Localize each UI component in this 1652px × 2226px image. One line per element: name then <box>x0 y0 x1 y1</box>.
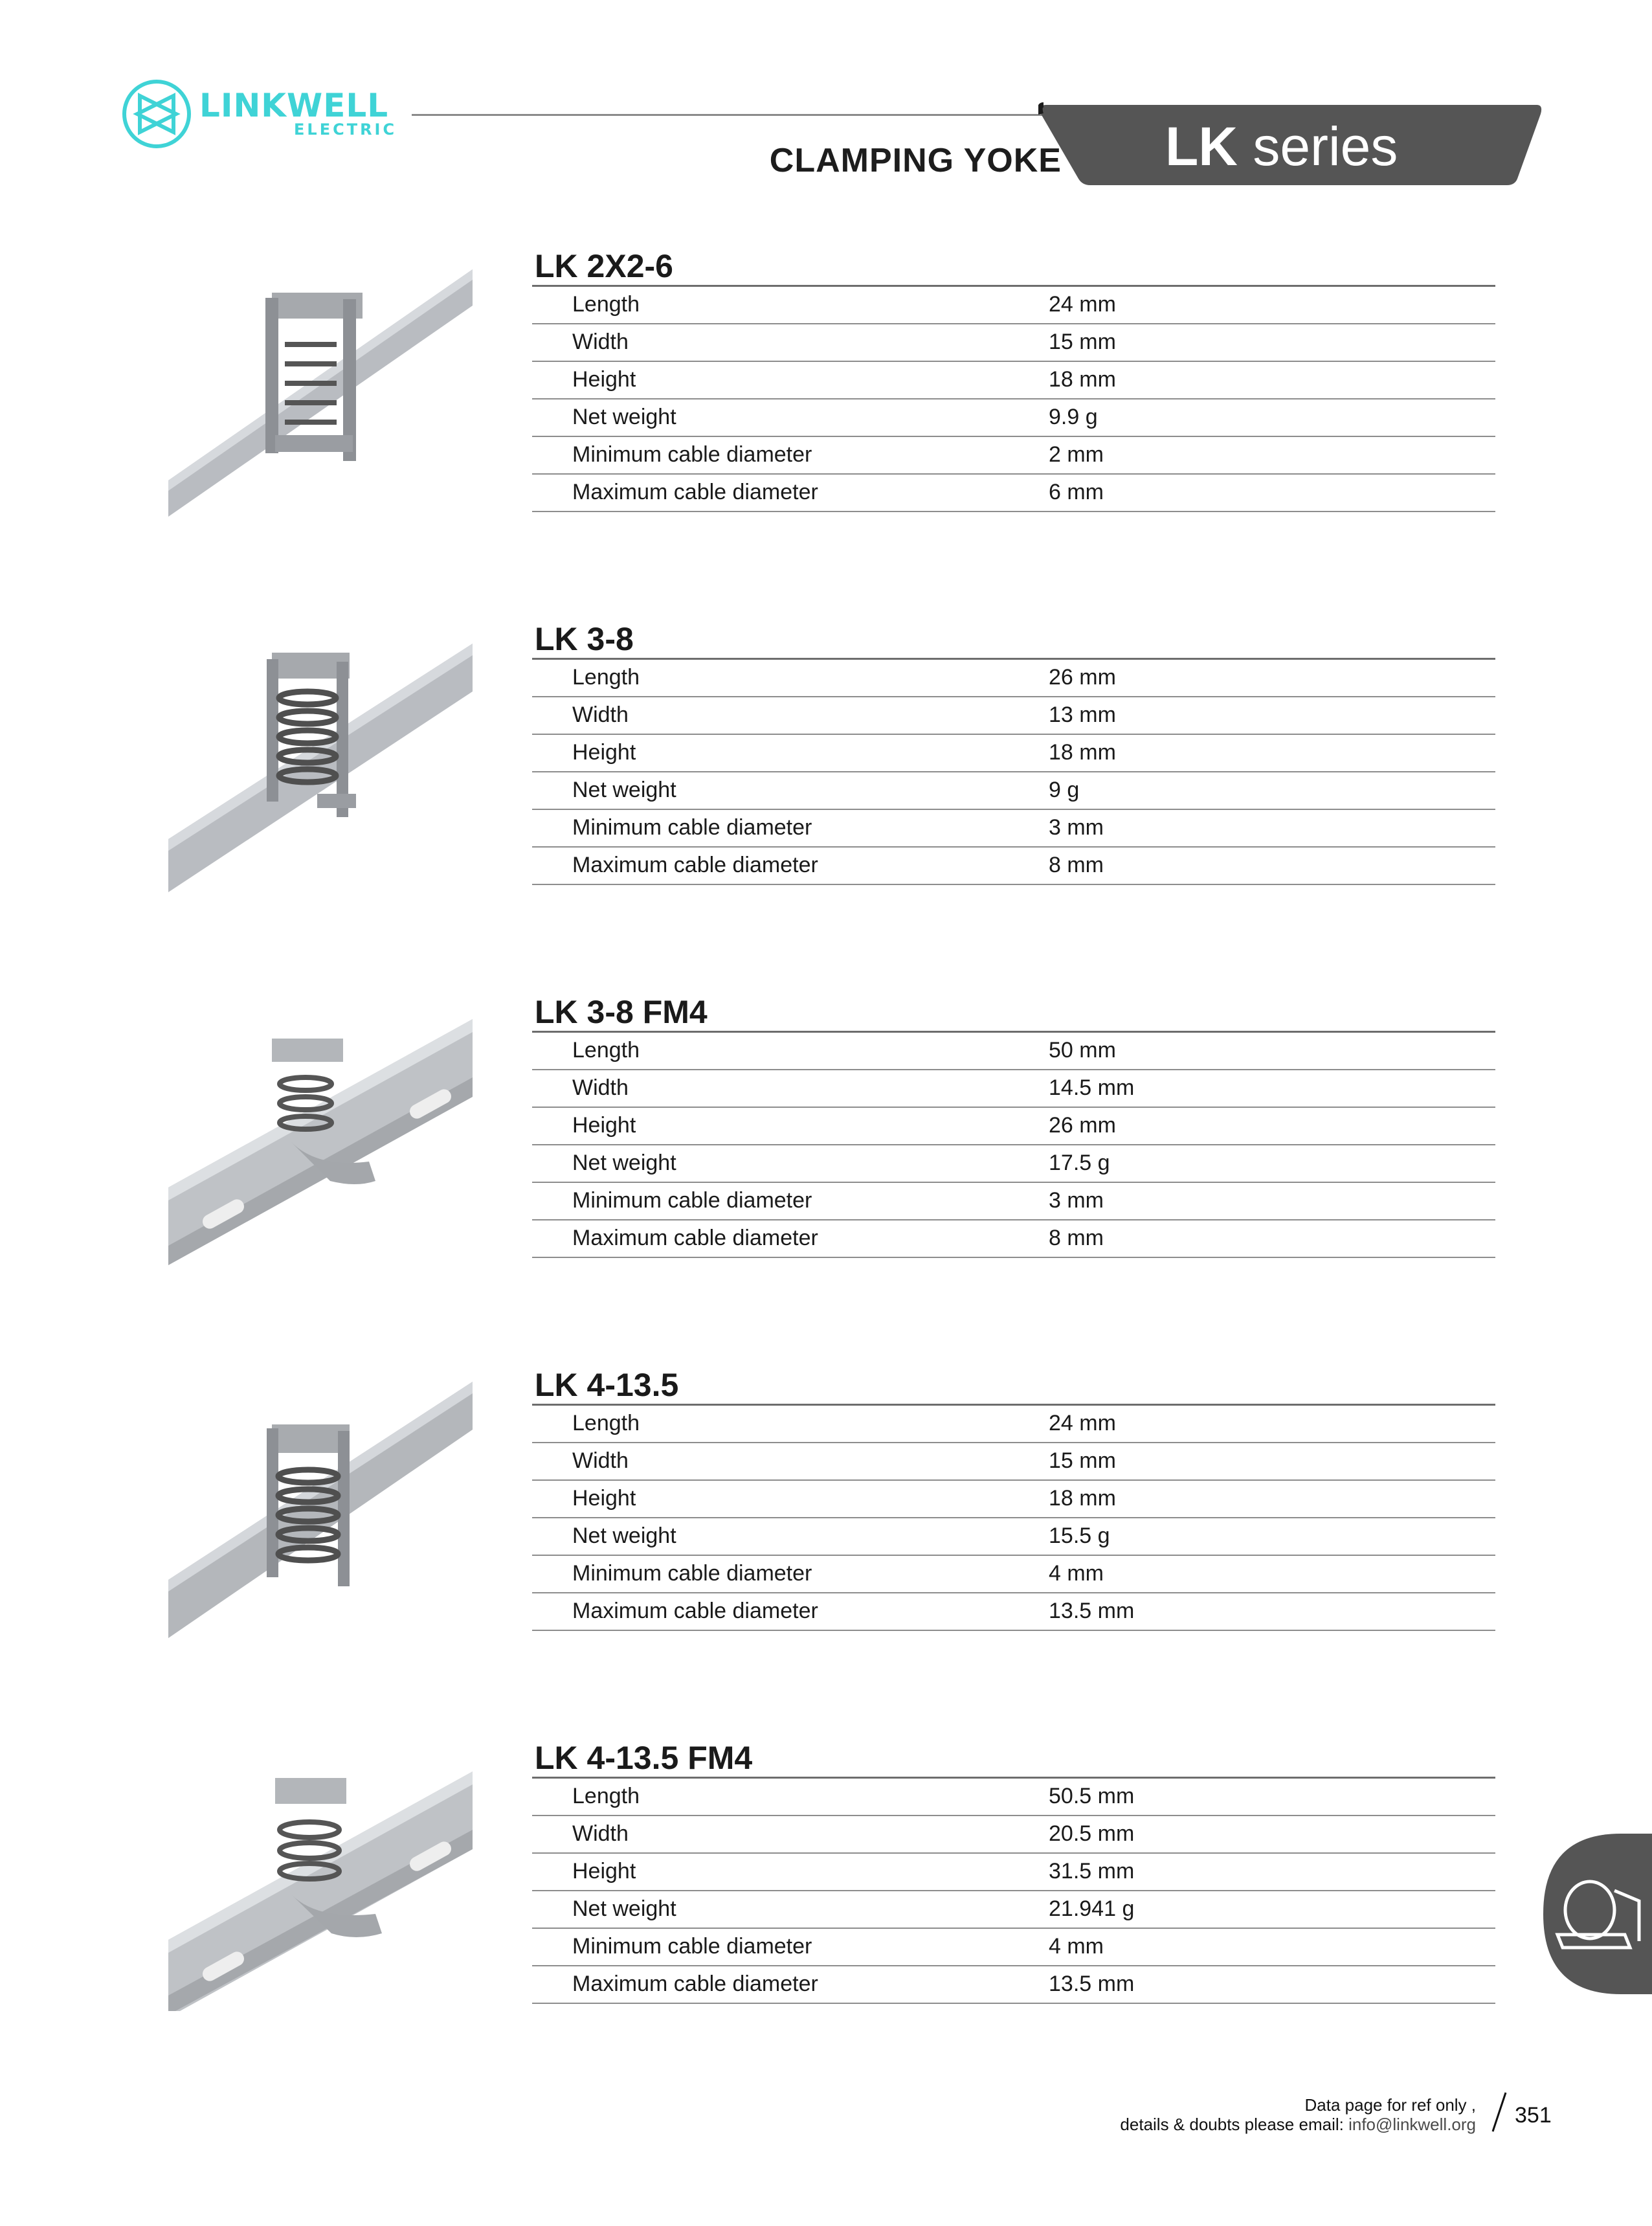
spec-label: Minimum cable diameter <box>572 1934 812 1959</box>
spec-table <box>532 285 1495 512</box>
brand-name: LINKWELL <box>199 87 389 124</box>
spec-label: Height <box>572 1113 636 1138</box>
spec-value: 18 mm <box>1049 1486 1116 1511</box>
spec-label: Net weight <box>572 1151 676 1175</box>
spec-value: 9 g <box>1049 778 1080 802</box>
spec-value: 3 mm <box>1049 1188 1104 1213</box>
category-tab-clamp-icon <box>1543 1834 1652 1994</box>
table-row <box>532 1778 1495 1816</box>
spec-value: 18 mm <box>1049 367 1116 392</box>
footer-note <box>1036 2095 1476 2134</box>
brand-sub: ELECTRIC <box>294 120 397 139</box>
product-title: LK 4-13.5 <box>535 1367 679 1403</box>
spec-value: 6 mm <box>1049 480 1104 504</box>
din-rail-yoke-image <box>162 1739 479 2011</box>
spec-value: 26 mm <box>1049 665 1116 690</box>
spec-value: 15 mm <box>1049 330 1116 354</box>
spec-value: 21.941 g <box>1049 1896 1135 1921</box>
spec-label: Net weight <box>572 1896 676 1921</box>
product-title: LK 2X2-6 <box>535 248 673 284</box>
table-row <box>532 1107 1495 1145</box>
spec-value: 20.5 mm <box>1049 1821 1135 1846</box>
table-row <box>532 1145 1495 1182</box>
spec-value: 24 mm <box>1049 1411 1116 1436</box>
spec-value: 15.5 g <box>1049 1523 1110 1548</box>
spec-label: Maximum cable diameter <box>572 1599 818 1623</box>
spec-label: Net weight <box>572 778 676 802</box>
spec-value: 14.5 mm <box>1049 1075 1135 1100</box>
spec-label: Minimum cable diameter <box>572 1188 812 1213</box>
spec-label: Length <box>572 665 640 690</box>
table-row <box>532 286 1495 324</box>
table-row <box>532 1853 1495 1891</box>
spec-value: 13.5 mm <box>1049 1972 1135 1996</box>
spec-label: Height <box>572 740 636 765</box>
clamping-yoke-image <box>162 247 479 519</box>
spec-value: 50.5 mm <box>1049 1784 1135 1809</box>
din-rail-yoke-image <box>162 993 479 1265</box>
product-title: LK 3-8 <box>535 621 634 657</box>
table-row <box>532 1443 1495 1480</box>
product-title: LK 3-8 FM4 <box>535 994 708 1030</box>
spec-label: Net weight <box>572 405 676 429</box>
spec-value: 31.5 mm <box>1049 1859 1135 1883</box>
product-block-lk-4-13-5-fm4 <box>162 1739 1502 2037</box>
table-row <box>532 1891 1495 1928</box>
spec-label: Length <box>572 1784 640 1809</box>
clamping-yoke-image <box>162 620 479 892</box>
spec-table <box>532 1777 1495 2004</box>
table-row <box>532 361 1495 399</box>
table-row <box>532 1816 1495 1853</box>
product-block-lk-2x2-6 <box>162 247 1502 545</box>
spec-table <box>532 1404 1495 1631</box>
spec-label: Height <box>572 1859 636 1883</box>
spec-label: Width <box>572 1448 629 1473</box>
spec-label: Height <box>572 367 636 392</box>
product-block-lk-4-13-5 <box>162 1366 1502 1664</box>
spec-value: 13 mm <box>1049 703 1116 727</box>
table-row <box>532 436 1495 474</box>
table-row <box>532 1518 1495 1555</box>
table-row <box>532 474 1495 512</box>
page-title: CLAMPING YOKE <box>769 142 1062 179</box>
spec-value: 9.9 g <box>1049 405 1098 429</box>
spec-value: 4 mm <box>1049 1934 1104 1959</box>
footer-line-2: details & doubts please email: info@linkwell.org <box>1120 2115 1476 2134</box>
spec-value: 3 mm <box>1049 815 1104 840</box>
footer-email-link[interactable]: info@linkwell.org <box>1348 2115 1476 2134</box>
table-row <box>532 1220 1495 1257</box>
spec-label: Width <box>572 1075 629 1100</box>
spec-value: 2 mm <box>1049 442 1104 467</box>
footer-divider <box>1486 2086 1512 2138</box>
table-row <box>532 697 1495 734</box>
spec-label: Maximum cable diameter <box>572 1226 818 1250</box>
spec-label: Length <box>572 1038 640 1063</box>
table-row <box>532 809 1495 847</box>
table-row <box>532 324 1495 361</box>
spec-value: 18 mm <box>1049 740 1116 765</box>
table-row <box>532 1928 1495 1966</box>
table-row <box>532 772 1495 809</box>
table-row <box>532 1182 1495 1220</box>
table-row <box>532 1593 1495 1630</box>
table-row <box>532 1480 1495 1518</box>
spec-label: Width <box>572 330 629 354</box>
spec-label: Maximum cable diameter <box>572 1972 818 1996</box>
spec-label: Minimum cable diameter <box>572 815 812 840</box>
spec-value: 50 mm <box>1049 1038 1116 1063</box>
table-row <box>532 1966 1495 2003</box>
spec-table <box>532 1031 1495 1258</box>
table-row <box>532 659 1495 697</box>
table-row <box>532 1555 1495 1593</box>
table-row <box>532 399 1495 436</box>
spec-label: Height <box>572 1486 636 1511</box>
footer-line-1: Data page for ref only , <box>1304 2095 1476 2115</box>
spec-value: 4 mm <box>1049 1561 1104 1586</box>
spec-label: Length <box>572 292 640 317</box>
spec-table <box>532 658 1495 885</box>
spec-value: 26 mm <box>1049 1113 1116 1138</box>
spec-label: Net weight <box>572 1523 676 1548</box>
series-label: LK series <box>1165 116 1398 177</box>
brand-logo <box>120 78 397 155</box>
spec-value: 15 mm <box>1049 1448 1116 1473</box>
spec-value: 24 mm <box>1049 292 1116 317</box>
clamping-yoke-image <box>162 1366 479 1638</box>
spec-value: 8 mm <box>1049 853 1104 877</box>
spec-label: Width <box>572 1821 629 1846</box>
spec-label: Minimum cable diameter <box>572 1561 812 1586</box>
spec-value: 17.5 g <box>1049 1151 1110 1175</box>
spec-label: Width <box>572 703 629 727</box>
linkwell-logo-icon <box>120 78 193 150</box>
spec-label: Length <box>572 1411 640 1436</box>
spec-value: 13.5 mm <box>1049 1599 1135 1623</box>
page-number: 351 <box>1515 2103 1552 2128</box>
table-row <box>532 847 1495 884</box>
table-row <box>532 734 1495 772</box>
product-title: LK 4-13.5 FM4 <box>535 1740 753 1776</box>
product-block-lk-3-8 <box>162 620 1502 918</box>
spec-label: Maximum cable diameter <box>572 853 818 877</box>
spec-label: Minimum cable diameter <box>572 442 812 467</box>
table-row <box>532 1070 1495 1107</box>
spec-value: 8 mm <box>1049 1226 1104 1250</box>
table-row <box>532 1032 1495 1070</box>
spec-label: Maximum cable diameter <box>572 480 818 504</box>
table-row <box>532 1405 1495 1443</box>
product-block-lk-3-8-fm4 <box>162 993 1502 1291</box>
